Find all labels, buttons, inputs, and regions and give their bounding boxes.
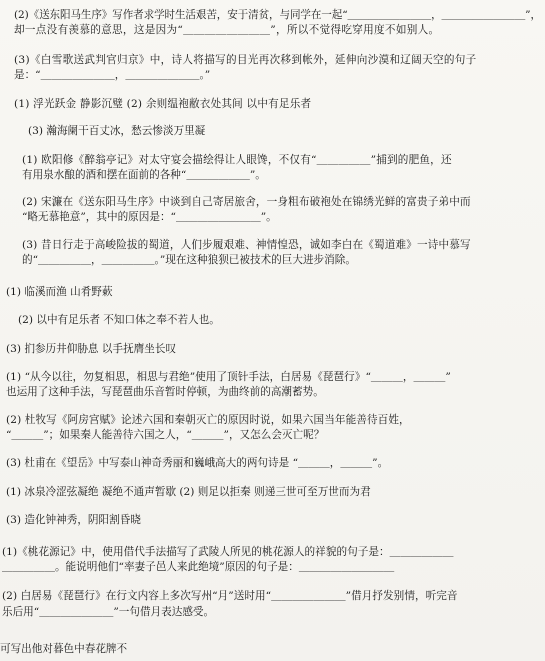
answer-line: (3) 造化钟神秀，阴阳割昏晓 bbox=[6, 514, 141, 526]
answer-line: (3) 扪参历井仰胁息 以手抚膺坐长叹 bbox=[6, 343, 177, 355]
text-line: 也运用了这种手法，写琵琶曲乐音暂时停顿，为曲终前的高潮蓄势。 bbox=[6, 386, 324, 398]
answer-line: (1) 浮光跃金 静影沉璧 (2) 余则缊袍敝衣处其间 以中有足乐者 bbox=[14, 98, 312, 110]
text-line: (1) 欧阳修《醉翁亭记》对太守宴会描绘得让人眼馋，不仅有“＿＿＿＿＿”捕到的肥鱼，还 bbox=[22, 154, 452, 166]
text-line: (2) 杜牧写《阿房宫赋》论述六国和秦朝灭亡的原因时说，如果六国当年能善待百姓， bbox=[6, 414, 410, 426]
text-line: (3) 昔日行走于高峻险拔的蜀道，人们步履艰难、神情惶恐，诚如李白在《蜀道难》一诗中慕写 bbox=[22, 239, 471, 251]
text-line: (2) 宋濂在《送东阳马生序》中谈到自己寄居旅舍，一身粗布破袍处在锦绣光鲜的富贵子弟中而 bbox=[22, 196, 471, 208]
text-line: 乐后用“＿＿＿＿＿＿＿”一句借月表达感受。 bbox=[2, 606, 215, 618]
text-line: 可写出他对暮色中春花牌不 bbox=[0, 643, 128, 655]
text-line: ＿＿＿＿＿。能说明他们“率妻子邑人来此绝境”原因的句子是：＿＿＿＿＿＿＿＿＿ bbox=[2, 561, 395, 573]
text-line: (3) 杜甫在《望岳》中写泰山神奇秀丽和巍峨高大的两句诗是 “＿＿＿，＿＿＿”。 bbox=[6, 457, 389, 469]
answer-line: (1) 冰泉冷涩弦凝绝 凝绝不通声暂歇 (2) 则足以拒秦 则递三世可至万世而为君 bbox=[6, 486, 371, 498]
text-line: (1) “从今以往，勿复相思，相思与君绝”使用了顶针手法，白居易《琵琶行》“＿＿＿，＿＿＿” bbox=[6, 371, 451, 383]
text-line: 是：“＿＿＿＿＿＿＿，＿＿＿＿＿＿＿。” bbox=[14, 69, 211, 81]
answer-line: (3) 瀚海阑干百丈冰，愁云惨淡万里凝 bbox=[28, 125, 206, 137]
text-line: 的“＿＿＿＿＿，＿＿＿＿＿。”现在这种狼狈已被技术的巨大进步消除。 bbox=[22, 254, 356, 266]
answer-line: (1) 临溪而渔 山肴野蔌 bbox=[6, 286, 113, 298]
text-line: (3)《白雪歌送武判官归京》中，诗人将描写的目光再次移到帐外，延伸向沙漠和辽阔天空的句子 bbox=[14, 54, 477, 66]
text-line: 却一点没有羡慕的意思，这是因为“＿＿＿＿＿＿＿＿”，所以不觉得吃穿用度不如别人。 bbox=[14, 24, 440, 36]
text-line: “＿＿＿”；如果秦人能善待六国之人，“＿＿＿”，又怎么会灭亡呢？ bbox=[6, 429, 325, 441]
text-line: (2)《送东阳马生序》写作者求学时生活艰苦，安于清贫，与同学在一起“＿＿＿＿＿＿＿＿，＿＿＿＿＿＿＿＿”， bbox=[14, 9, 541, 21]
text-line: “略无慕艳意”，其中的原因是：“＿＿＿＿＿＿＿＿”。 bbox=[22, 211, 277, 223]
text-line: 有用泉水酿的酒和摆在面前的各种“＿＿＿＿＿＿”。 bbox=[22, 169, 266, 181]
answer-line: (2) 以中有足乐者 不知口体之奉不若人也。 bbox=[18, 314, 220, 326]
text-line: (2) 白居易《琵琶行》在行文内容上多次写州“月”送时用“＿＿＿＿＿＿＿”借月抒发别情，听完音 bbox=[2, 590, 458, 602]
text-line: (1)《桃花源记》中，使用借代手法描写了武陵人所见的桃花源人的祥貌的句子是：＿＿＿＿＿＿ bbox=[2, 546, 454, 558]
